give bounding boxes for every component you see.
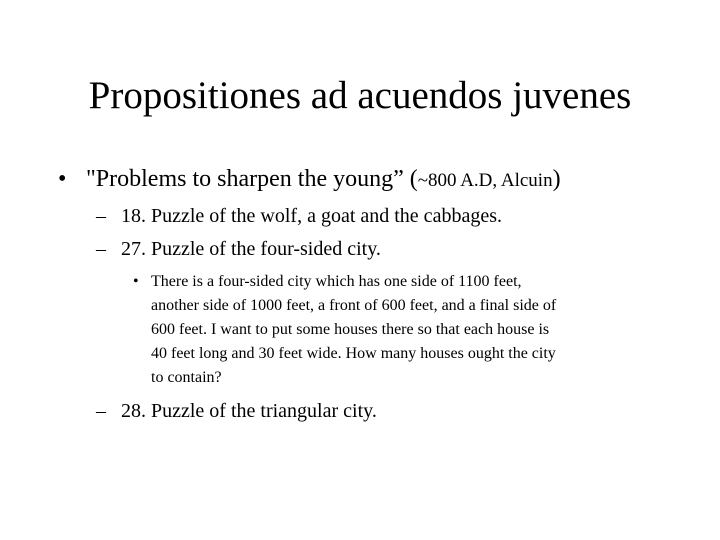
subitem-triangular-city: 28. Puzzle of the triangular city. [121, 400, 377, 422]
detail-line: another side of 1000 feet, a front of 600 feet, and a final side of [151, 297, 557, 314]
bullet-text-main: "Problems to sharpen the young” ( [86, 166, 418, 192]
bullet-marker: • [58, 166, 67, 192]
detail-line: 40 feet long and 30 feet wide. How many houses ought the city [151, 345, 556, 362]
detail-text [151, 270, 666, 390]
bullet-text-attribution: ~800 A.D, Alcuin [417, 170, 553, 191]
subitem-four-sided-city: 27. Puzzle of the four-sided city. [121, 238, 381, 260]
detail-line: to contain? [151, 369, 222, 386]
subitem-dash: – [96, 238, 106, 260]
bullet-text-close: ) [552, 166, 561, 192]
detail-line: 600 feet. I want to put some houses there so that each house is [151, 321, 550, 338]
subitem-wolf-goat-cabbages: 18. Puzzle of the wolf, a goat and the cabbages. [121, 205, 502, 227]
subitem-dash: – [96, 205, 106, 227]
bullet-text [86, 162, 561, 198]
detail-line: There is a four-sided city which has one side of 1100 feet, [151, 273, 522, 290]
detail-bullet-marker: • [133, 273, 139, 290]
subitem-dash: – [96, 400, 106, 422]
slide-title: Propositiones ad acuendos juvenes [88, 74, 632, 117]
